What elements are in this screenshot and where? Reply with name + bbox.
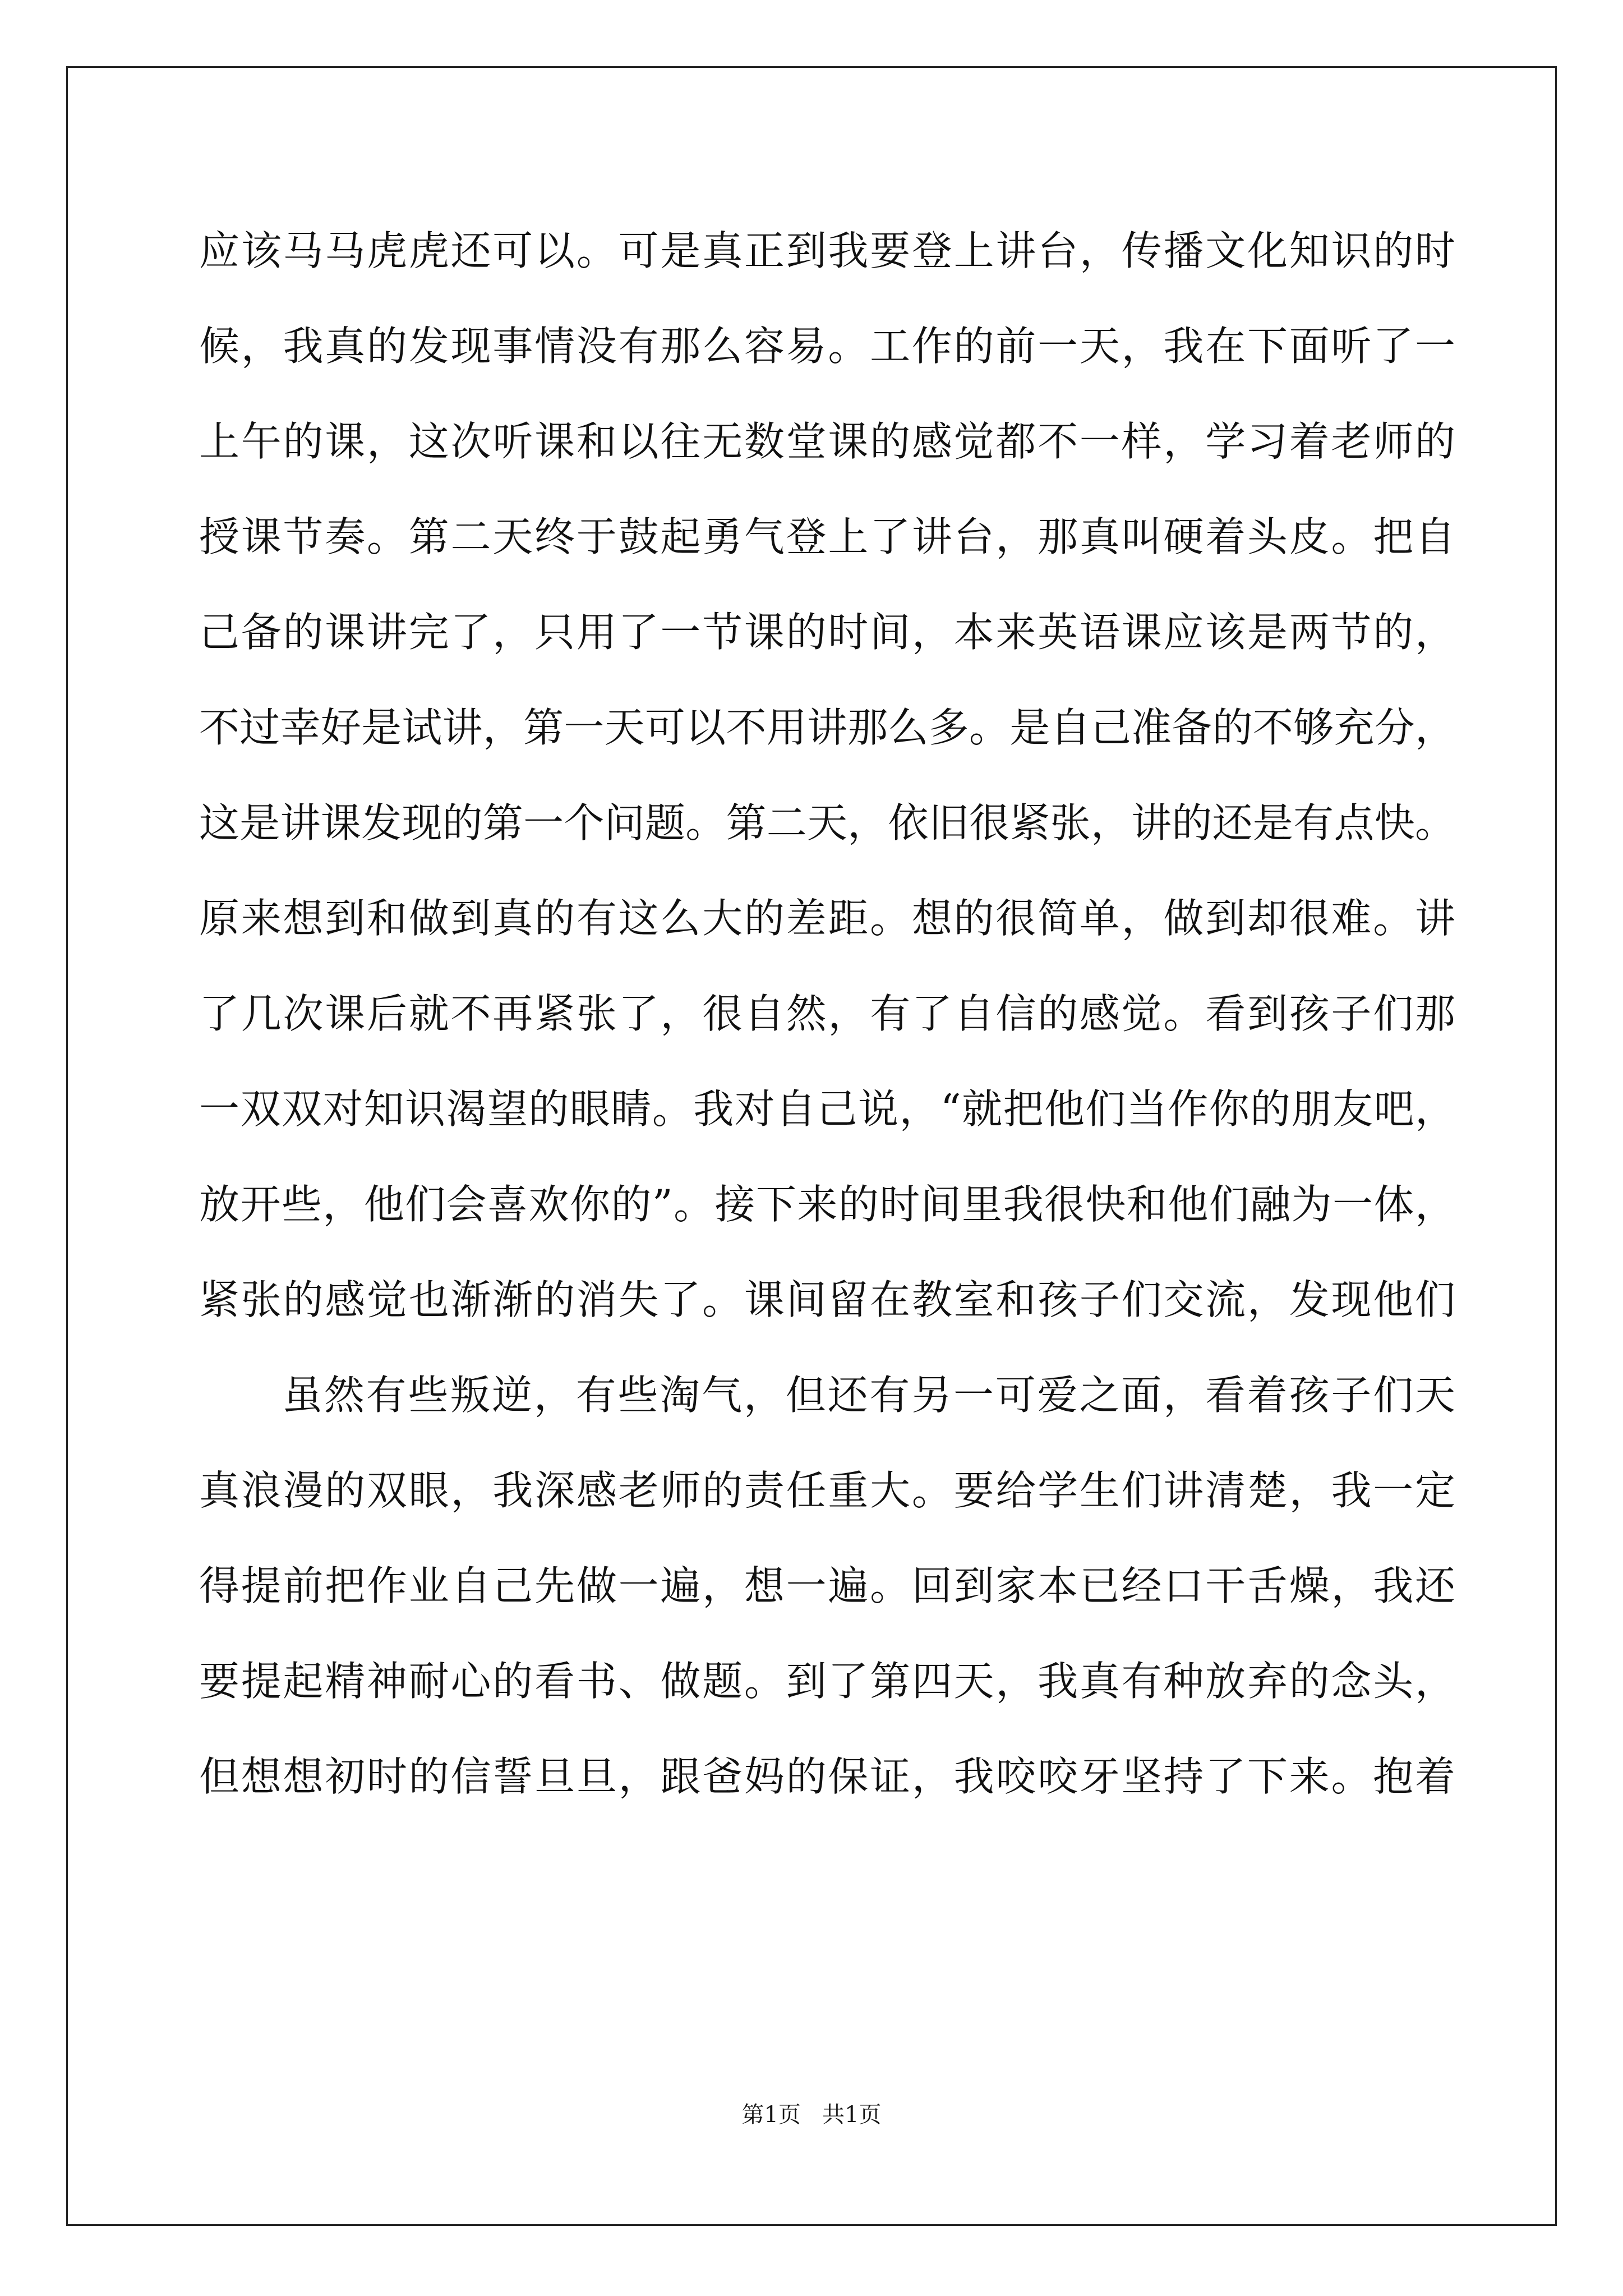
text-line: 放开些，他们会喜欢你的”。接下来的时间里我很快和他们融为一体， <box>199 1181 1455 1228</box>
text-line: 不过幸好是试讲，第一天可以不用讲那么多。是自己准备的不够充分， <box>199 704 1455 751</box>
page-border <box>66 66 1557 2226</box>
text-line: 真浪漫的双眼，我深感老师的责任重大。要给学生们讲清楚，我一定 <box>199 1467 1455 1514</box>
text-line: 上午的课，这次听课和以往无数堂课的感觉都不一样，学习着老师的 <box>199 418 1455 465</box>
text-line: 得提前把作业自己先做一遍，想一遍。回到家本已经口干舌燥，我还 <box>199 1562 1455 1609</box>
text-line: 一双双对知识渴望的眼睛。我对自己说，“就把他们当作你的朋友吧， <box>199 1085 1455 1133</box>
text-line: 虽然有些叛逆，有些淘气，但还有另一可爱之面，看着孩子们天 <box>282 1372 1455 1419</box>
text-line: 但想想初时的信誓旦旦，跟爸妈的保证，我咬咬牙坚持了下来。抱着 <box>199 1753 1455 1800</box>
text-line: 原来想到和做到真的有这么大的差距。想的很简单，做到却很难。讲 <box>199 895 1455 942</box>
page-footer: 第1页 共1页 <box>741 2102 882 2128</box>
text-line: 己备的课讲完了，只用了一节课的时间，本来英语课应该是两节的， <box>199 609 1455 656</box>
text-line: 要提起精神耐心的看书、做题。到了第四天，我真有种放弃的念头， <box>199 1658 1455 1705</box>
text-line: 候，我真的发现事情没有那么容易。工作的前一天，我在下面听了一 <box>199 323 1455 370</box>
text-line: 应该马马虎虎还可以。可是真正到我要登上讲台，传播文化知识的时 <box>199 227 1455 274</box>
text-line: 了几次课后就不再紧张了，很自然，有了自信的感觉。看到孩子们那 <box>199 990 1455 1037</box>
text-line: 紧张的感觉也渐渐的消失了。课间留在教室和孩子们交流，发现他们 <box>199 1276 1455 1323</box>
text-line: 授课节奏。第二天终于鼓起勇气登上了讲台，那真叫硬着头皮。把自 <box>199 513 1455 560</box>
text-line: 这是讲课发现的第一个问题。第二天，依旧很紧张，讲的还是有点快。 <box>199 799 1455 846</box>
